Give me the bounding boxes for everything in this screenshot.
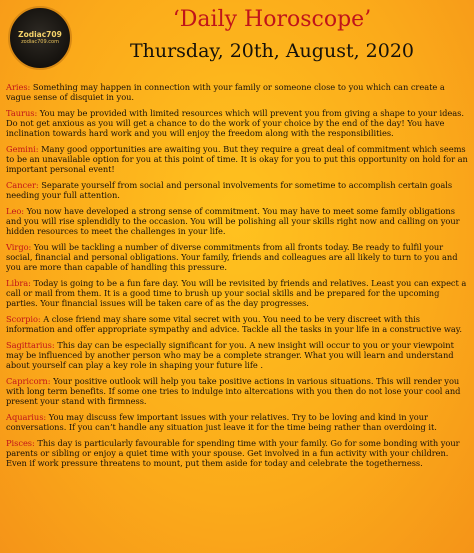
entry-cancer <box>6 180 468 201</box>
header <box>6 4 468 82</box>
entry-text: Your positive outlook will help you take positive actions in various situations. This will render you with long term benefits. If some one tries to indulge into altercations with you then do not lose your cool and present your stand with firmness. <box>6 375 461 407</box>
sign-label: Virgo: <box>6 241 32 252</box>
sign-label: Scorpio: <box>6 313 41 324</box>
entry-scorpio <box>6 314 468 335</box>
entry-text: Many good opportunities are awaiting you. But they require a great deal of commitment which seems to be an unavailable option for you at this point of time. It is okay for you to put this opportunity on hold for an important personal event! <box>6 143 468 175</box>
entry-text: This day is particularly favourable for spending time with your family. Go for some bonding with your parents or sibling or enjoy a quiet time with your spouse. Get involved in a fun activity with your children. Even if work pressure threatens to mount, put them aside for today and celebrate the togetherness. <box>6 437 460 469</box>
entry-text: You will be tackling a number of diverse commitments from all fronts today. Be ready to fulfil your social, financial and personal obligations. Your family, friends and colleagues are all likely to turn to you and you are more than capable of handling this pressure. <box>6 241 458 273</box>
entry-text: A close friend may share some vital secret with you. You need to be very discreet with this information and offer appropriate sympathy and advice. Tackle all the tasks in your life in a constructive way. <box>6 313 462 335</box>
zodiac-logo <box>8 6 72 70</box>
entry-capricorn <box>6 376 468 407</box>
entry-taurus <box>6 108 468 139</box>
entry-virgo <box>6 242 468 273</box>
page-title: ‘Daily Horoscope’ <box>172 7 372 32</box>
sign-label: Aries: <box>6 82 31 92</box>
entry-sagittarius <box>6 340 468 371</box>
page-date: Thursday, 20th, August, 2020 <box>129 40 415 62</box>
entry-text: You now have developed a strong sense of commitment. You may have to meet some family obligations and you will rise splendidly to the occasion. You will be polishing all your skills right now and calling on your hidden resources to meet the challenges in your life. <box>6 205 460 237</box>
sign-label: Leo: <box>6 205 25 216</box>
sign-label: Cancer: <box>6 179 39 190</box>
entry-pisces <box>6 438 468 469</box>
sign-label: Sagittarius: <box>6 339 55 350</box>
horoscope-list <box>6 82 468 469</box>
entry-gemini <box>6 144 468 175</box>
entry-text: Separate yourself from social and personal involvements for sometime to accomplish certain goals needing your full attention. <box>6 179 453 201</box>
logo-name: Zodiac709 <box>18 30 62 39</box>
sign-label: Capricorn: <box>6 375 51 386</box>
entry-libra <box>6 278 468 309</box>
sign-label: Gemini: <box>6 143 39 154</box>
sign-label: Aquarius: <box>6 411 47 422</box>
entry-leo <box>6 206 468 237</box>
entry-aquarius <box>6 412 468 433</box>
entry-text: Today is going to be a fun fare day. You will be revisited by friends and relatives. Least you can expect a call or mail from them. It is a good time to brush up your social skills and be prepared for the upcoming parties. Your financial issues will be taken care of as the day progresses. <box>6 277 467 309</box>
sign-label: Libra: <box>6 277 31 288</box>
entry-text: Something may happen in connection with your family or someone close to you which can create a vague sense of disquiet in you. <box>6 82 445 103</box>
sign-label: Taurus: <box>6 107 38 118</box>
logo-url: zodiac709.com <box>21 39 59 45</box>
entry-aries <box>6 82 468 103</box>
entry-text: You may be provided with limited resources which will prevent you from giving a shape to your ideas. Do not get anxious as you will get a chance to do the work of your choice by the end of the day! You have inclination towards hard work and you will enjoy the freedom along with the responsibilities. <box>6 107 464 139</box>
entry-text: This day can be especially significant for you. A new insight will occur to you or your viewpoint may be influenced by another person who may be a complete stranger. What you will learn and understand about yourself can play a key role in shaping your future life . <box>6 339 454 371</box>
sign-label: Pisces: <box>6 437 35 448</box>
entry-text: You may discuss few important issues with your relatives. Try to be loving and kind in your conversations. If you can’t handle any situation just leave it for the time being rather than overdoing it. <box>6 411 437 433</box>
